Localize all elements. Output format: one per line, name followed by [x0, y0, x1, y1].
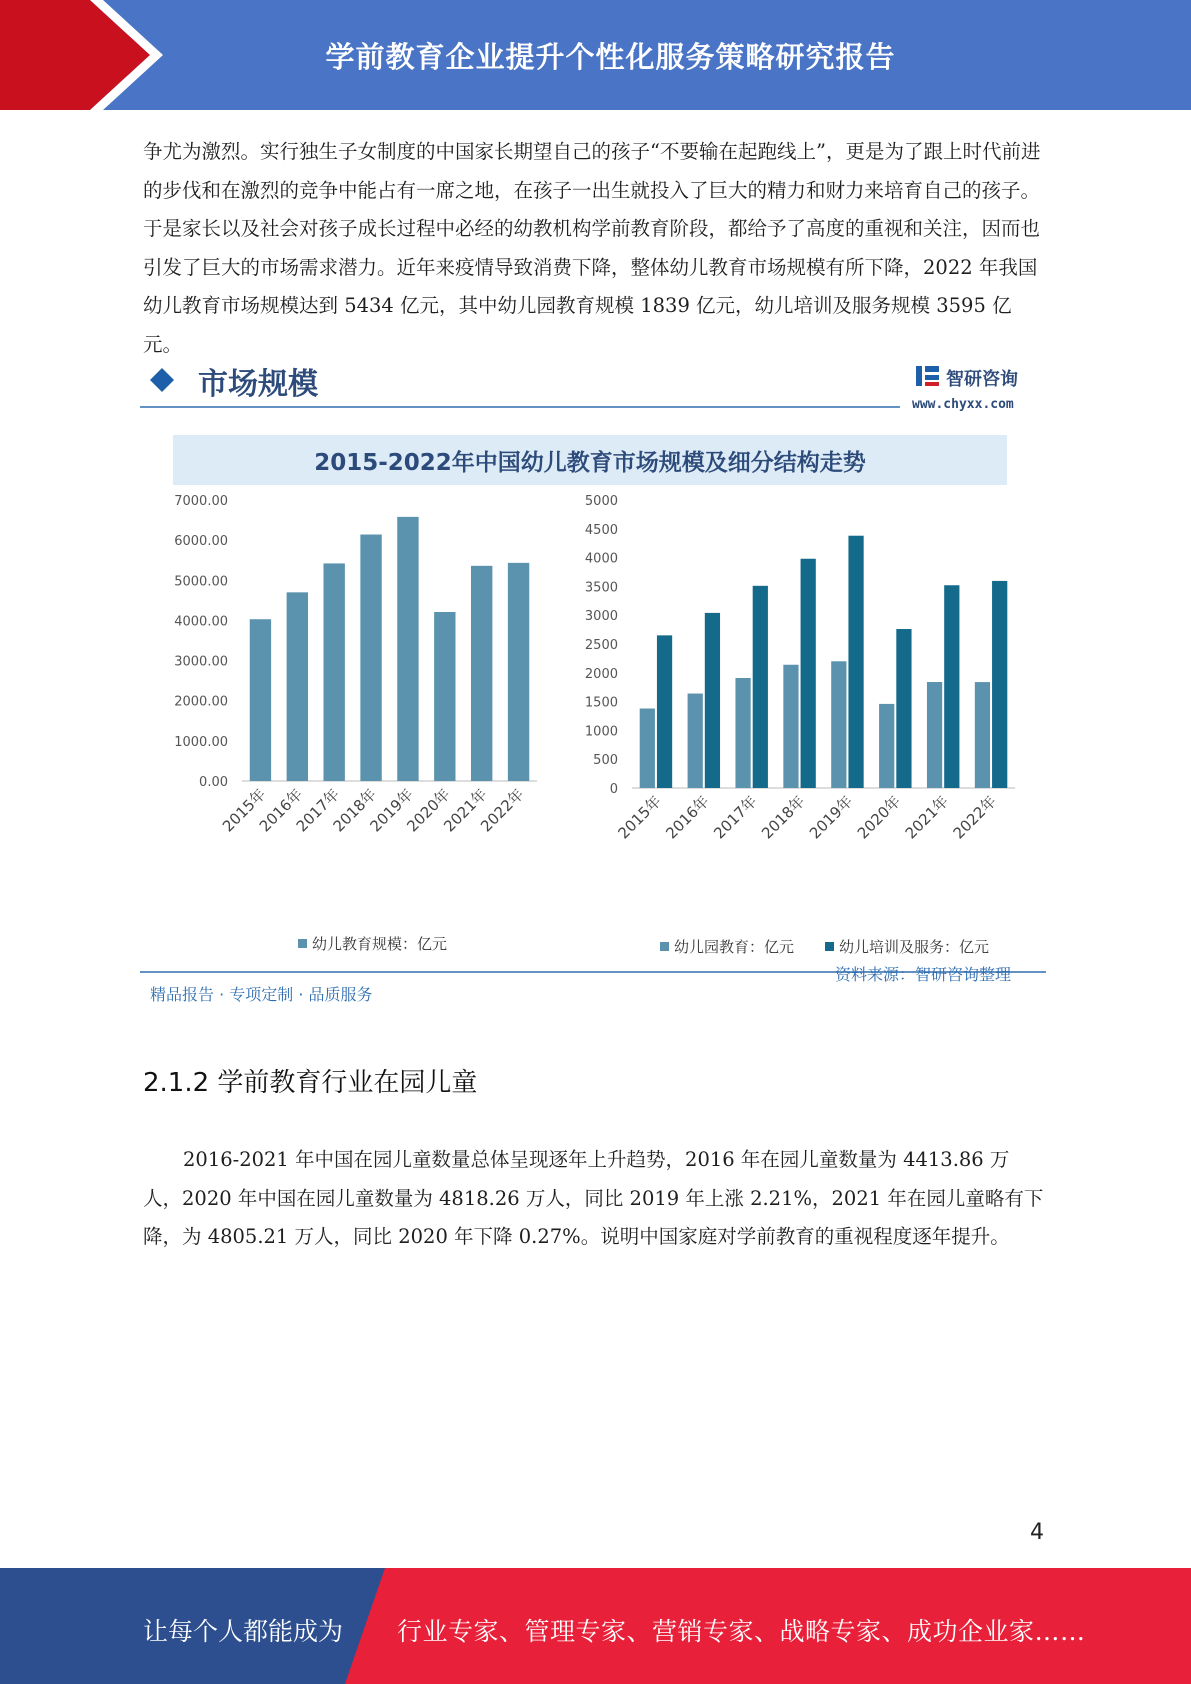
y-tick-label: 0 — [609, 782, 618, 797]
y-tick-label: 0.00 — [199, 775, 228, 790]
y-tick-label: 4000.00 — [174, 614, 228, 630]
bar — [287, 592, 308, 781]
bar — [657, 635, 672, 788]
bar — [975, 682, 990, 788]
x-tick-label: 2015年 — [614, 792, 665, 843]
page-header — [0, 0, 1191, 110]
x-tick-label: 2018年 — [329, 785, 380, 836]
legend-swatch-training — [825, 942, 834, 951]
y-tick-label: 4000 — [584, 551, 618, 567]
y-tick-label: 3000 — [584, 609, 618, 625]
bar — [992, 581, 1007, 788]
x-tick-label: 2016年 — [662, 792, 713, 843]
section-heading: 2.1.2 学前教育行业在园儿童 — [143, 1068, 478, 1098]
bar — [735, 678, 750, 788]
page-number: 4 — [1030, 1520, 1044, 1545]
x-tick-label: 2022年 — [949, 792, 1000, 843]
bar — [688, 694, 703, 788]
bar — [397, 517, 418, 781]
chart-total-market — [174, 494, 537, 835]
bar — [705, 613, 720, 788]
legend-label-kindergarten: 幼儿园教育：亿元 — [674, 938, 795, 956]
y-tick-label: 6000.00 — [174, 534, 228, 550]
market-size-figure — [140, 358, 1046, 1008]
bar — [896, 629, 911, 788]
bar — [879, 704, 894, 788]
bar — [508, 563, 529, 781]
body-paragraph-1: 争尤为激烈。实行独生子女制度的中国家长期望自己的孩子“不要输在起跑线上”，更是为了跟上时代前进的步伐和在激烈的竞争中能占有一席之地，在孩子一出生就投入了巨大的精力和财力来培育自己的孩子。于是家长以及社会对孩子成长过程中必经的幼教机构学前教育阶段，都给予了高度的重视和关注，因而也引发了巨大的市场需求潜力。近年来疫情导致消费下降，整体幼儿教育市场规模有所下降，2022 年我国幼儿教育市场规模达到 5434 亿元，其中幼儿园教育规模 1839 亿元，幼儿培训及服务规模 3595 亿元。 — [143, 140, 1041, 356]
chart-title: 2015-2022年中国幼儿教育市场规模及细分结构走势 — [173, 435, 1007, 485]
page-footer — [0, 1568, 1191, 1684]
bar — [848, 536, 863, 788]
figure-banner-title: 市场规模 — [198, 367, 318, 402]
chart-segment-market — [585, 494, 1015, 842]
body-paragraph-2: 2016-2021 年中国在园儿童数量总体呈现逐年上升趋势，2016 年在园儿童数量为 4413.86 万人，2020 年中国在园儿童数量为 4818.26 万人，同比 2019 年上涨 2.21%，2021 年在园儿童略有下降，为 4805.21 万人，同比 2020 年下降 0.27%。说明中国家庭对学前教育的重视程度逐年提升。 — [143, 1148, 1044, 1248]
footer-slogan-right: 行业专家、管理专家、营销专家、战略专家、成功企业家…… — [397, 1617, 1086, 1646]
source-url: www.chyxx.com — [912, 397, 1014, 412]
bar — [944, 585, 959, 788]
footer-slogan-left: 让每个人都能成为 — [143, 1617, 344, 1646]
legend-left — [298, 933, 447, 954]
x-tick-label: 2018年 — [758, 792, 809, 843]
bar — [360, 535, 381, 781]
x-tick-label: 2015年 — [218, 785, 270, 836]
x-tick-label: 2022年 — [477, 785, 528, 836]
legend-right-kindergarten — [660, 936, 794, 957]
y-tick-label: 2500 — [584, 638, 618, 653]
bar — [471, 566, 492, 781]
legend-right-training — [825, 936, 989, 957]
bar — [434, 612, 455, 781]
y-tick-label: 2000.00 — [174, 694, 228, 710]
bar — [831, 661, 846, 788]
bar — [753, 586, 768, 788]
bar — [783, 665, 798, 788]
bar — [927, 682, 942, 788]
y-tick-label: 5000 — [584, 494, 618, 509]
logo-text: 智研咨询 — [946, 369, 1018, 390]
x-tick-label: 2021年 — [901, 792, 953, 843]
bar — [250, 619, 271, 781]
bar — [323, 563, 344, 781]
x-tick-label: 2019年 — [366, 785, 417, 836]
x-tick-label: 2020年 — [853, 792, 905, 843]
x-tick-label: 2017年 — [292, 785, 344, 836]
y-tick-label: 1000.00 — [174, 734, 228, 750]
y-tick-label: 3000.00 — [174, 654, 228, 670]
data-source: 资料来源：智研咨询整理 — [835, 965, 1012, 984]
y-tick-label: 2000 — [584, 666, 618, 682]
bar — [801, 559, 816, 788]
x-tick-label: 2021年 — [440, 785, 491, 836]
y-tick-label: 4500 — [584, 522, 618, 538]
y-tick-label: 7000.00 — [174, 494, 228, 509]
report-title: 学前教育企业提升个性化服务策略研究报告 — [325, 39, 896, 74]
y-tick-label: 1500 — [584, 695, 618, 711]
x-tick-label: 2017年 — [710, 792, 761, 843]
legend-label-total: 幼儿教育规模：亿元 — [312, 935, 448, 953]
y-tick-label: 3500 — [584, 580, 618, 596]
logo-icon — [916, 366, 939, 386]
figure-tagline: 精品报告 · 专项定制 · 品质服务 — [150, 985, 373, 1004]
x-tick-label: 2019年 — [805, 792, 857, 843]
x-tick-label: 2020年 — [403, 785, 454, 836]
diamond-icon — [150, 368, 174, 392]
y-tick-label: 1000 — [584, 724, 618, 740]
legend-label-training: 幼儿培训及服务：亿元 — [839, 938, 990, 956]
legend-swatch-total — [298, 939, 307, 948]
x-tick-label: 2016年 — [255, 785, 307, 836]
legend-swatch-kindergarten — [660, 942, 669, 951]
y-tick-label: 500 — [593, 753, 618, 769]
y-tick-label: 5000.00 — [174, 574, 228, 590]
bar — [640, 709, 655, 788]
